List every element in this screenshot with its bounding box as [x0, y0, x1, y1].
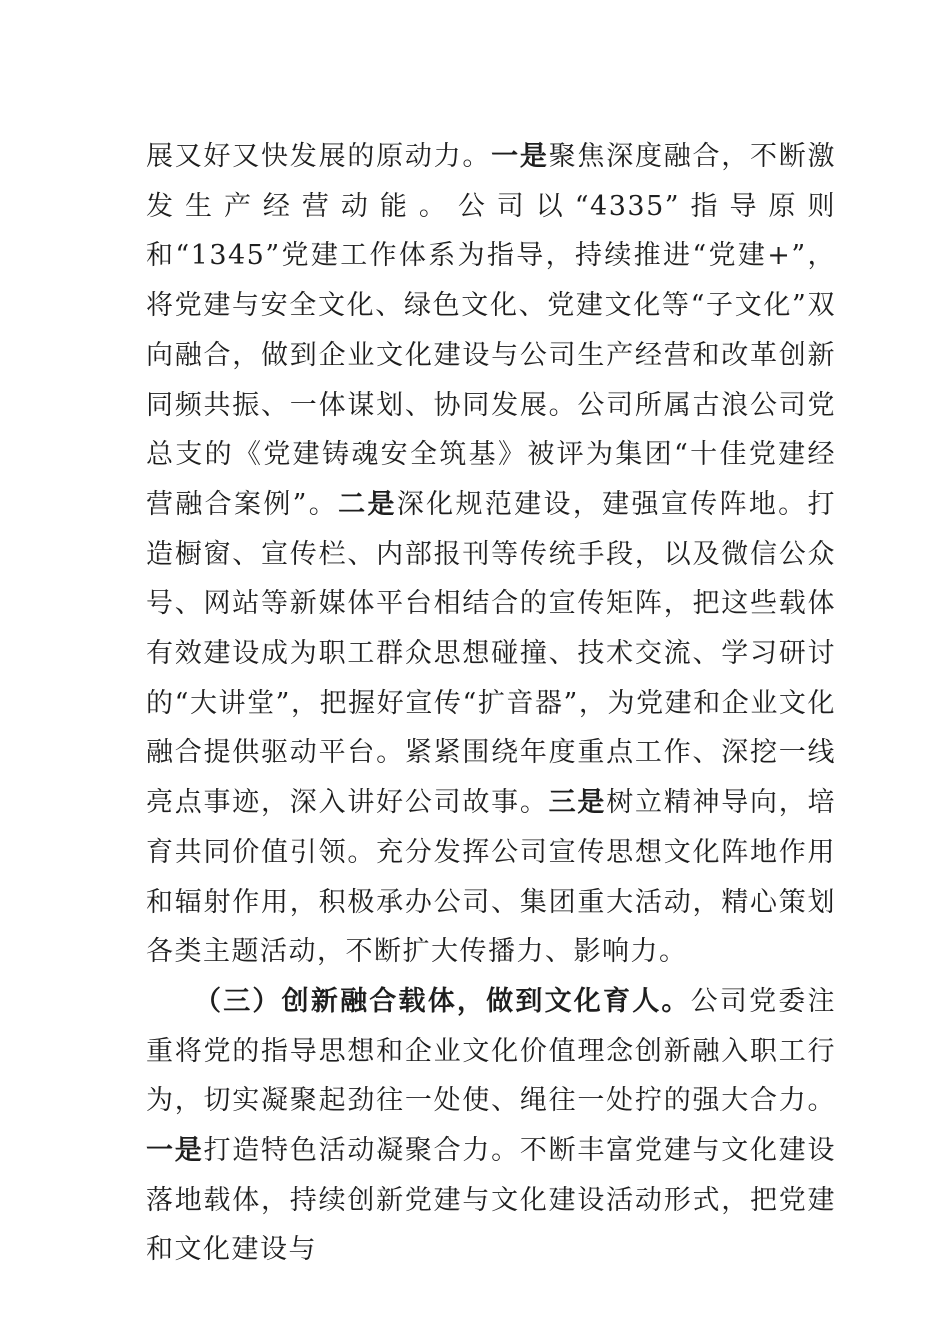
emphasis-third-point: 三是	[548, 787, 607, 819]
document-body	[146, 132, 836, 1275]
emphasis-first-point: 一是	[491, 141, 549, 172]
emphasis-second-point: 二是	[338, 488, 397, 520]
emphasis-first-point: 一是	[146, 1135, 204, 1167]
paragraph-text: 展又好又快发展的原动力。	[146, 141, 492, 172]
paragraph-text: 树立精神导向，培育共同价值引领。充分发挥公司宣传思想文化阵地作用和辐射作用，积极承办公司、集团重大活动，精心策划各类主题活动，不断扩大传播力、影响力。	[146, 787, 837, 968]
section-heading: （三）创新融合载体，做到文化育人。	[194, 985, 691, 1017]
paragraph-2	[146, 977, 836, 1275]
paragraph-text: 聚焦深度融合，不断激发生产经营动能。公司以“4335”指导原则和“1345”党建工作体系为指导，持续推进“党建+”，将党建与安全文化、绿色文化、党建文化等“子文化”双向融合，做到企业文化建设与公司生产经营和改革创新同频共振、一体谋划、协同发展。公司所属古浪公司党总支的《党建铸魂安全筑基》被评为集团“十佳党建经营融合案例”。	[146, 141, 837, 520]
paragraph-1	[146, 132, 836, 977]
paragraph-text: 公司党委注重将党的指导思想和企业文化价值理念创新融入职工行为，切实凝聚起劲往一处使、绳往一处拧的强大合力。	[146, 985, 837, 1117]
paragraph-text: 深化规范建设，建强宣传阵地。打造橱窗、宣传栏、内部报刊等传统手段，以及微信公众号、网站等新媒体平台相结合的宣传矩阵，把这些载体有效建设成为职工群众思想碰撞、技术交流、学习研讨的“大讲堂”，把握好宣传“扩音器”，为党建和企业文化融合提供驱动平台。紧紧围绕年度重点工作、深挖一线亮点事迹，深入讲好公司故事。	[146, 488, 837, 819]
paragraph-text: 打造特色活动凝聚合力。不断丰富党建与文化建设落地载体，持续创新党建与文化建设活动形式，把党建和文化建设与	[146, 1135, 837, 1266]
